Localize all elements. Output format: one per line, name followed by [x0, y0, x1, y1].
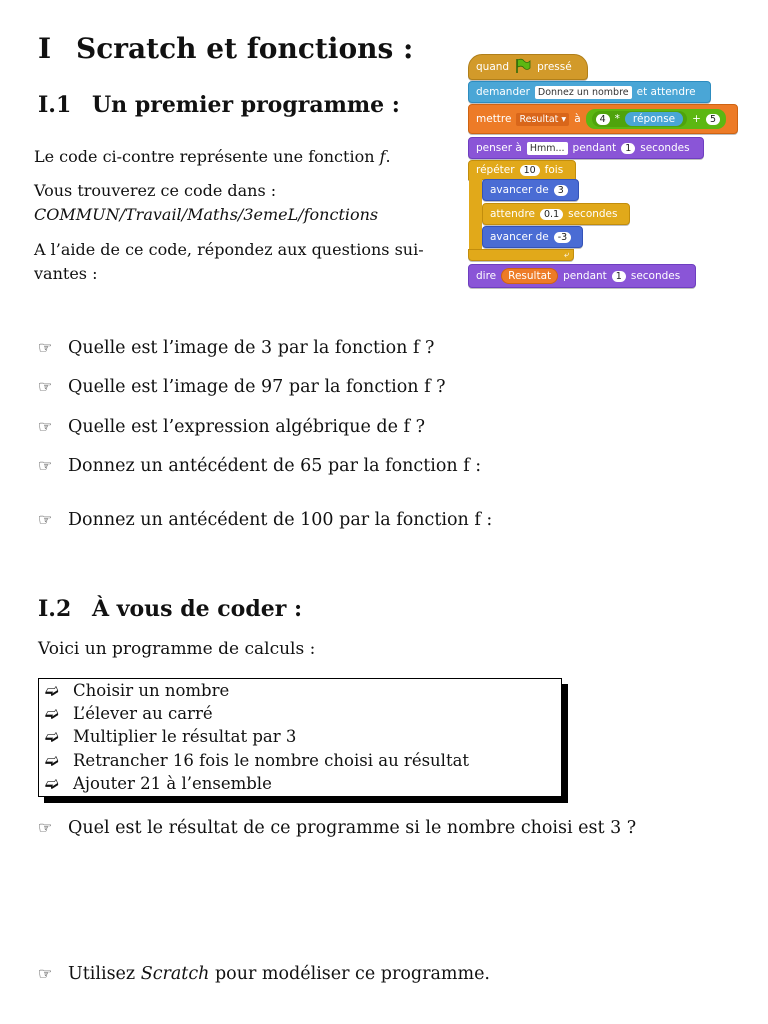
question-text: Quelle est l’image de 97 par la fonction f ? — [68, 377, 446, 397]
program-step-text: Choisir un nombre — [73, 681, 230, 700]
file-path: COMMUN/Travail/Maths/3emeL/fonctions — [34, 205, 379, 224]
question-text: Quelle est l’image de 3 par la fonction f ? — [68, 338, 435, 358]
set-variable-block[interactable] — [468, 104, 738, 134]
question-text-before: Utilisez — [68, 964, 141, 984]
question-1 — [38, 338, 434, 358]
repeat-block-bottom — [468, 249, 574, 261]
question-text: Donnez un antécédent de 100 par la fonction f : — [68, 510, 493, 530]
block-label-seconds: secondes — [640, 142, 690, 154]
intro-text: Le code ci-contre représente une fonction — [34, 147, 380, 166]
arrow-icon: ➫ — [45, 681, 59, 700]
pointing-hand-icon: ☞ — [38, 417, 53, 436]
variable-name: Resultat — [519, 113, 559, 125]
program-step-text: Retrancher 16 fois le nombre choisi au résultat — [73, 750, 470, 770]
block-label-seconds-3: secondes — [630, 270, 681, 282]
intro-paragraph-2: Vous trouverez ce code dans : — [34, 181, 277, 200]
result-variable-reporter[interactable]: Resultat — [501, 268, 558, 284]
block-label-think: penser à — [476, 142, 522, 154]
section-title — [38, 32, 413, 65]
pointing-hand-icon: ☞ — [38, 338, 53, 357]
pointing-hand-icon: ☞ — [38, 456, 53, 475]
add-operator[interactable] — [586, 109, 726, 129]
think-for-secs-block[interactable] — [468, 137, 704, 159]
block-label-to: à — [574, 113, 581, 125]
ask-text-field[interactable]: Donnez un nombre — [535, 86, 632, 99]
block-label-seconds-2: secondes — [568, 208, 618, 220]
program-intro: Voici un programme de calculs : — [38, 639, 316, 659]
question-scratch — [38, 964, 490, 984]
subsection-number-2: I.2 — [38, 596, 72, 622]
block-label-pressed: pressé — [537, 61, 572, 73]
section-title-text: Scratch et fonctions : — [76, 32, 414, 65]
function-variable: f — [379, 147, 386, 166]
intro-period: . — [385, 147, 391, 166]
scratch-word: Scratch — [140, 964, 210, 984]
variable-dropdown[interactable] — [516, 113, 569, 126]
dropdown-arrow-icon: ▾ — [561, 113, 567, 125]
block-label-say: dire — [476, 270, 497, 282]
pointing-hand-icon: ☞ — [38, 510, 53, 529]
subsection-title-1 — [38, 92, 400, 118]
intro-paragraph-3b: vantes : — [34, 264, 98, 283]
plus-sign: + — [692, 113, 701, 125]
subsection-title-2 — [38, 596, 302, 622]
block-label-wait: attendre — [490, 208, 535, 220]
calculation-program-box — [38, 678, 562, 797]
question-4 — [38, 456, 481, 476]
intro-paragraph-1 — [34, 145, 391, 169]
add-right-value[interactable]: 5 — [706, 114, 720, 125]
question-result — [38, 818, 636, 838]
block-label-ask: demander — [476, 86, 530, 98]
program-step-text: L’élever au carré — [73, 704, 213, 724]
question-text: Quelle est l’expression algébrique de f ? — [68, 417, 425, 437]
say-seconds-value[interactable]: 1 — [612, 271, 626, 282]
multiply-sign: * — [614, 113, 620, 125]
question-text-after: pour modéliser ce programme. — [209, 964, 490, 984]
repeat-block-arm — [469, 179, 482, 251]
block-label-and-wait: et attendre — [636, 86, 696, 98]
loop-arrow-icon: ⤶ — [563, 250, 569, 260]
block-label-when: quand — [476, 61, 510, 73]
block-label-move: avancer de — [490, 184, 549, 196]
move-steps-block-1[interactable] — [482, 179, 579, 201]
green-flag-icon — [514, 58, 532, 77]
question-5 — [38, 510, 492, 530]
program-step — [45, 772, 555, 795]
wait-secs-block[interactable] — [482, 203, 630, 225]
think-seconds-value[interactable]: 1 — [621, 143, 635, 154]
question-text: Donnez un antécédent de 65 par la fonction f : — [68, 456, 482, 476]
program-step-text: Multiplier le résultat par 3 — [73, 727, 297, 747]
when-flag-clicked-block[interactable] — [468, 54, 588, 80]
pointing-hand-icon: ☞ — [38, 377, 53, 396]
think-text-field[interactable]: Hmm... — [527, 142, 568, 155]
question-text: Quel est le résultat de ce programme si le nombre choisi est 3 ? — [68, 818, 637, 838]
move-steps-value-1[interactable]: 3 — [554, 185, 568, 196]
block-label-for: pendant — [572, 142, 617, 154]
answer-reporter[interactable]: réponse — [625, 112, 683, 126]
block-label-repeat: répéter — [476, 164, 515, 176]
wait-seconds-value[interactable]: 0.1 — [540, 209, 563, 220]
ask-and-wait-block[interactable] — [468, 81, 711, 103]
arrow-icon: ➫ — [45, 750, 59, 770]
block-label-times: fois — [544, 164, 564, 176]
question-2 — [38, 377, 446, 397]
arrow-icon: ➫ — [45, 727, 59, 747]
section-number: I — [38, 32, 52, 65]
intro-paragraph-3a: A l’aide de ce code, répondez aux questions sui- — [34, 240, 424, 259]
repeat-count-value[interactable]: 10 — [520, 165, 540, 176]
multiply-left-value[interactable]: 4 — [596, 114, 610, 125]
say-for-secs-block[interactable] — [468, 264, 696, 288]
program-step — [45, 749, 555, 772]
question-3 — [38, 417, 425, 437]
program-step — [45, 725, 555, 748]
multiply-operator[interactable] — [592, 111, 688, 127]
subsection-number-1: I.1 — [38, 92, 72, 118]
block-label-move-2: avancer de — [490, 231, 549, 243]
program-step-text: Ajouter 21 à l’ensemble — [73, 773, 272, 793]
arrow-icon: ➫ — [45, 704, 59, 724]
program-step — [45, 702, 555, 725]
block-label-set: mettre — [476, 113, 512, 125]
pointing-hand-icon: ☞ — [38, 818, 53, 837]
scratch-program — [466, 46, 746, 296]
repeat-block[interactable] — [468, 160, 576, 180]
subsection-title-text-2: À vous de coder : — [92, 596, 303, 622]
pointing-hand-icon: ☞ — [38, 964, 53, 983]
block-label-for-2: pendant — [563, 270, 607, 282]
move-steps-value-2[interactable]: -3 — [554, 232, 571, 243]
arrow-icon: ➫ — [45, 773, 59, 793]
subsection-title-text-1: Un premier programme : — [92, 92, 400, 118]
program-step — [45, 679, 555, 702]
move-steps-block-2[interactable] — [482, 226, 583, 248]
